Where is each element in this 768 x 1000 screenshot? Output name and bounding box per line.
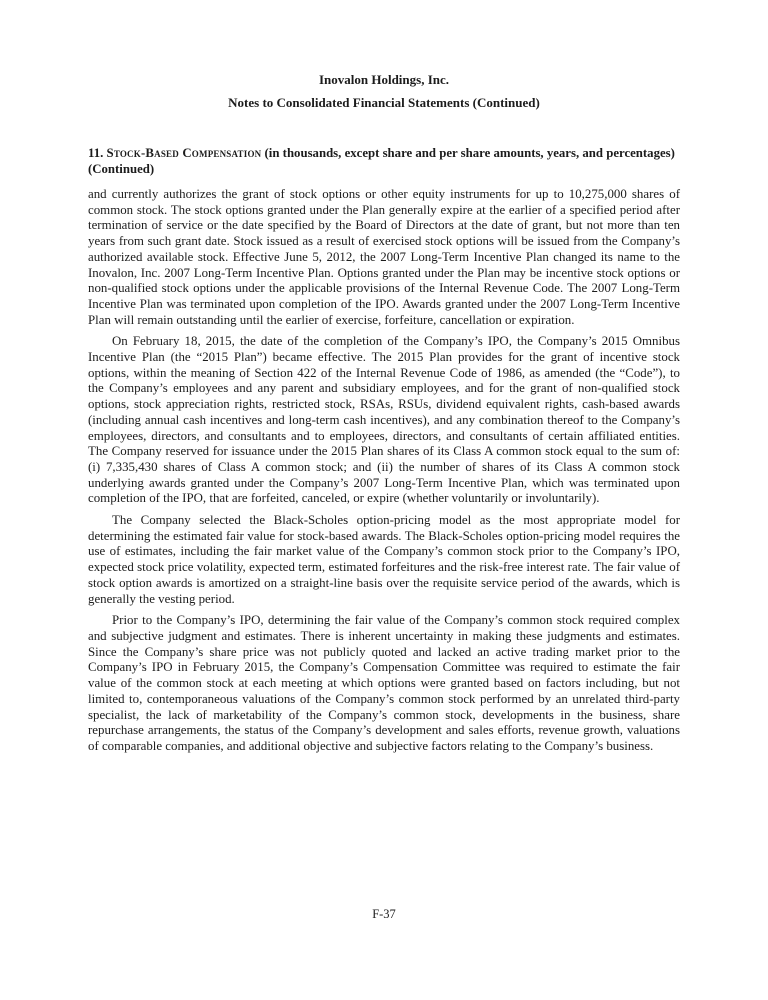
paragraph-4: Prior to the Company’s IPO, determining the fair value of the Company’s common stock required complex and subjective judgment and estimates. There is inherent uncertainty in making these judgments and estimates. Since the Company’s share price was not publicly quoted and lacked an active trading market prior to the Company’s IPO in February 2015, the Company’s Compensation Committee was required to estimate the fair value of the common stock at each meeting at which options were granted based on factors including, but not limited to, contemporaneous valuations of the Company’s common stock performed by an unrelated third-party specialist, the lack of marketability of the Company’s common stock, developments in the business, share repurchase arrangements, the status of the Company’s development and sales efforts, revenue growth, valuations of comparable companies, and additional objective and subjective factors relating to the Company’s business.	[88, 613, 680, 753]
section-number: 11.	[88, 146, 104, 160]
paragraph-1: and currently authorizes the grant of stock options or other equity instruments for up to 10,275,000 shares of common stock. The stock options granted under the Plan generally expire at the earlier of a specified period after termination of service or the date specified by the Board of Directors at the date of grant, but not more than ten years from such grant date. Stock issued as a result of exercised stock options will be issued from the Company’s authorized available stock. Effective June 5, 2012, the 2007 Long-Term Incentive Plan changed its name to the Inovalon, Inc. 2007 Long-Term Incentive Plan. Options granted under the Plan may be incentive stock options or non-qualified stock options under the applicable provisions of the Internal Revenue Code. The 2007 Long-Term Incentive Plan was terminated upon completion of the IPO. Awards granted under the 2007 Long-Term Incentive Plan will remain outstanding until the earlier of exercise, forfeiture, cancellation or expiration.	[88, 187, 680, 327]
paragraph-2: On February 18, 2015, the date of the completion of the Company’s IPO, the Company’s 2015 Omnibus Incentive Plan (the “2015 Plan”) became effective. The 2015 Plan provides for the grant of incentive stock options, within the meaning of Section 422 of the Internal Revenue Code of 1986, as amended (the “Code”), to the Company’s employees and any parent and subsidiary employees, and for the grant of non-qualified stock options, stock appreciation rights, restricted stock, RSAs, RSUs, dividend equivalent rights, cash-based awards (including annual cash incentives and long-term cash incentives), and any combination thereof to the Company’s employees, directors, and consultants and to employees, directors, and consultants of certain affiliated entities. The Company reserved for issuance under the 2015 Plan shares of its Class A common stock equal to the sum of: (i) 7,335,430 shares of Class A common stock; and (ii) the number of shares of its Class A common stock underlying awards granted under the Company’s 2007 Long-Term Incentive Plan, which was terminated upon completion of the IPO, that are forfeited, canceled, or expire (whether voluntarily or involuntarily).	[88, 334, 680, 506]
document-header	[88, 72, 680, 111]
section-heading	[88, 145, 680, 177]
section-title-suffix: (in thousands, except share and per share amounts, years, and percentages) (Continued)	[88, 146, 675, 176]
body-text	[88, 187, 680, 755]
company-name: Inovalon Holdings, Inc.	[318, 72, 450, 87]
section-title: Stock-Based Compensation	[106, 146, 262, 160]
paragraph-3: The Company selected the Black-Scholes option-pricing model as the most appropriate model for determining the estimated fair value for stock-based awards. The Black-Scholes option-pricing model requires the use of estimates, including the fair market value of the Company’s common stock prior to the Company’s IPO, expected stock price volatility, expected term, estimated forfeitures and the risk-free interest rate. The fair value of stock option awards is amortized on a straight-line basis over the requisite service period of the awards, which is generally the vesting period.	[88, 513, 680, 606]
page-number: F-37	[372, 907, 396, 921]
document-subtitle: Notes to Consolidated Financial Statements (Continued)	[228, 95, 540, 110]
